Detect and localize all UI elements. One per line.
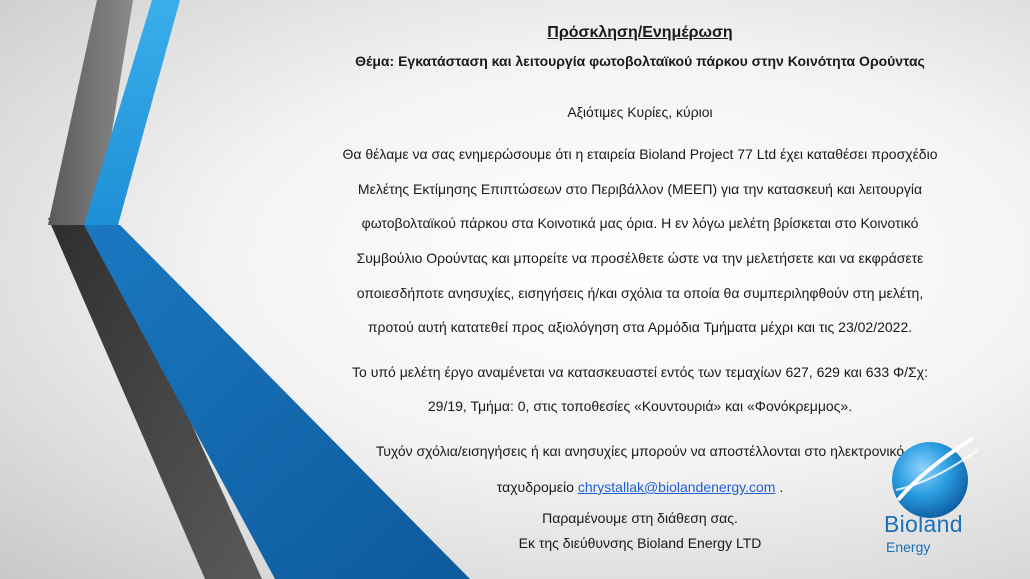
paragraph-line: Μελέτης Εκτίμησης Επιπτώσεων στο Περιβάλλον (ΜΕΕΠ) για την κατασκευή και λειτουργία <box>357 181 923 197</box>
email-suffix: . <box>775 479 784 495</box>
email-prefix: ταχυδρομείο <box>496 479 578 495</box>
logo-name: Bioland <box>884 511 963 537</box>
closing-line: Παραμένουμε στη διάθεση σας. <box>542 510 738 526</box>
paragraph-line: οποιεσδήποτε ανησυχίες, εισηγήσεις ή/και σχόλια τα οποία θα συμπεριληφθούν στη μελέτη, <box>356 285 924 301</box>
signature-line: Εκ της διεύθυνσης Bioland Energy LTD <box>518 535 762 551</box>
logo-subtitle: Energy <box>886 539 931 555</box>
subject-line: Θέμα: Εγκατάσταση και λειτουργία φωτοβολταϊκού πάρκου στην Κοινότητα Ορούντας <box>355 53 925 69</box>
paragraph-line: φωτοβολταϊκού πάρκου στα Κοινοτικά μας όρια. Η εν λόγω μελέτη βρίσκεται στο Κοινοτικό <box>361 215 919 231</box>
paragraph-line: Θα θέλαμε να σας ενημερώσουμε ότι η εταιρεία Bioland Project 77 Ltd έχει καταθέσει προσχέδιο <box>342 146 938 162</box>
paragraph-line: Το υπό μελέτη έργο αναμένεται να κατασκευαστεί εντός των τεμαχίων 627, 629 και 633 Φ/Σχ: <box>352 364 928 380</box>
page-title: Πρόσκληση/Ενημέρωση <box>547 24 733 41</box>
greeting: Αξιότιμες Κυρίες, κύριοι <box>567 104 713 120</box>
paragraph-line: Συμβούλιο Ορούντας και μπορείτε να προσέλθετε ώστε να την μελετήσετε και να εκφράσετε <box>356 250 924 266</box>
paragraph-line: 29/19, Τμήμα: 0, στις τοποθεσίες «Κουντουριά» και «Φονόκρεμμος». <box>427 398 853 414</box>
paragraph-line: Τυχόν σχόλια/εισηγήσεις ή και ανησυχίες μπορούν να αποστέλλονται στο ηλεκτρονικό <box>375 443 905 459</box>
paragraph-line: προτού αυτή κατατεθεί προς αξιολόγηση στα Αρμόδια Τμήματα μέχρι και τις 23/02/2022. <box>367 319 913 335</box>
email-link[interactable]: chrystallak@biolandenergy.com <box>577 479 776 495</box>
